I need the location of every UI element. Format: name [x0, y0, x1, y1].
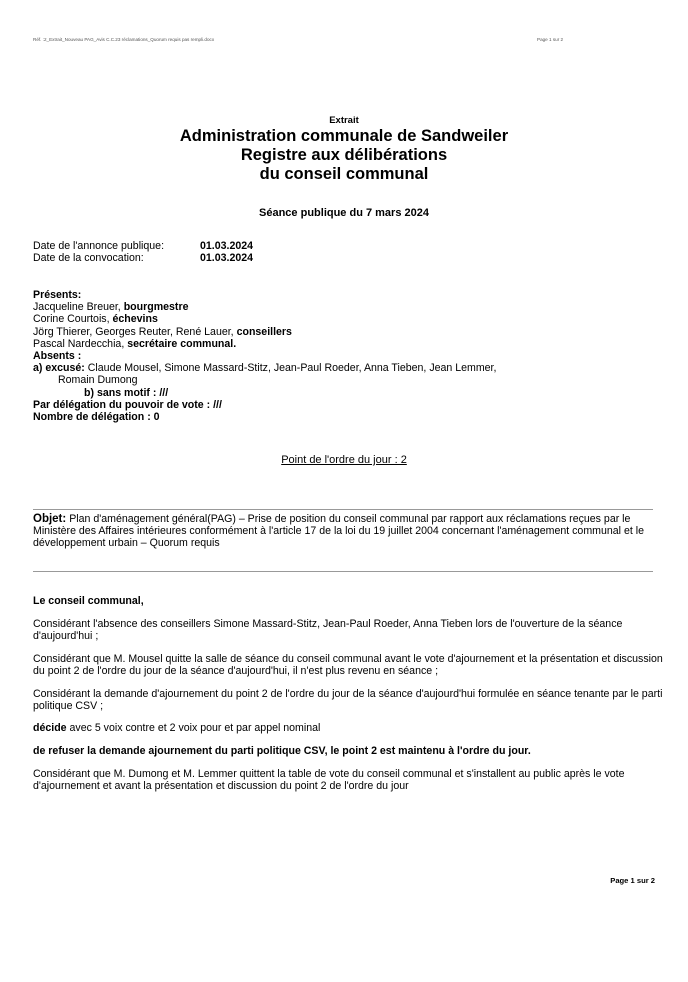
document-title	[0, 127, 688, 184]
excuse-line	[33, 362, 663, 374]
date-annonce-label: Date de l'annonce publique:	[33, 240, 165, 252]
date-convocation-value: 01.03.2024	[200, 252, 254, 265]
presence-line	[33, 326, 663, 338]
excuse-names: Claude Mousel, Simone Massard-Stitz, Jean-Paul Roeder, Anna Tieben, Jean Lemmer,	[87, 362, 497, 375]
presence-names: Jacqueline Breuer,	[33, 301, 121, 314]
nombre-delegation: Nombre de délégation : 0	[33, 411, 160, 424]
presence-line	[33, 301, 663, 313]
excuse-label: a) excusé:	[33, 362, 85, 375]
presence-block	[33, 289, 663, 423]
presence-role: bourgmestre	[123, 301, 189, 314]
delegation-line: Par délégation du pouvoir de vote : ///	[33, 398, 222, 411]
body-paragraph-4: Considérant que M. Dumong et M. Lemmer quittent la table de vote du conseil communal et s'installent au public après le vote d'ajournement et avant la présentation et discussion du point 2 de l'ordre du jour	[33, 767, 625, 793]
refusal-line: de refuser la demande ajournement du parti politique CSV, le point 2 est maintenu à l'ordre du jour.	[33, 745, 531, 758]
divider-bottom	[33, 571, 653, 572]
presence-role: échevins	[112, 313, 158, 326]
body-paragraph-3: Considérant la demande d'ajournement du point 2 de l'ordre du jour de la séance d'aujourd'hui formulée en séance tenante par le parti politique CSV ;	[33, 687, 663, 712]
header-page-number: Page 1 sur 2	[537, 37, 564, 42]
date-convocation-row	[33, 252, 663, 264]
presence-names: Jörg Thierer, Georges Reuter, René Lauer,	[33, 325, 234, 338]
presence-role: conseillers	[236, 325, 292, 338]
title-line-3: du conseil communal	[259, 165, 429, 183]
header-reference: Réf. :2_Extrait_Nouveau PAG_Avis C.C.23 réclamations_Quorum requis pas rempli.docx	[33, 37, 215, 42]
presence-line	[33, 313, 663, 325]
body-paragraph-1: Considérant l'absence des conseillers Simone Massard-Stitz, Jean-Paul Roeder, Anna Tieben lors de l'ouverture de la séance d'aujourd'hui ;	[33, 617, 623, 642]
seance-date: Séance publique du 7 mars 2024	[259, 207, 429, 219]
divider-top	[33, 509, 653, 510]
decide-word: décide	[33, 722, 67, 735]
sans-motif: b) sans motif : ///	[84, 386, 169, 399]
objet-label: Objet:	[33, 513, 67, 525]
decision-line	[33, 722, 663, 734]
decide-rest: avec 5 voix contre et 2 voix pour et par appel nominal	[69, 722, 321, 735]
footer-page-number: Page 1 sur 2	[610, 876, 655, 885]
date-annonce-value: 01.03.2024	[200, 240, 254, 252]
agenda-point-text: Point de l'ordre du jour : 2	[281, 454, 407, 466]
presence-names: Pascal Nardecchia,	[33, 337, 125, 350]
title-line-2: Registre aux délibérations	[240, 146, 448, 164]
dates-block	[33, 240, 663, 264]
body-text	[33, 595, 663, 803]
excuse-names-cont: Romain Dumong	[58, 374, 138, 387]
presents-label: Présents:	[33, 289, 82, 301]
extrait-label: Extrait	[329, 115, 359, 126]
body-paragraph-2: Considérant que M. Mousel quitte la salle de séance du conseil communal avant le vote d'ajournement et la présentation et discussion du point 2 de l'ordre du jour de la séance d'aujourd'hui, il n'est plus revenu en séance ;	[33, 652, 663, 677]
presence-line	[33, 338, 663, 350]
date-convocation-label: Date de la convocation:	[33, 252, 144, 265]
date-annonce-row	[33, 240, 663, 252]
absents-label: Absents :	[33, 350, 82, 363]
agenda-point	[0, 454, 688, 466]
presence-role: secrétaire communal.	[127, 337, 237, 350]
objet-text: Plan d'aménagement général(PAG) – Prise de position du conseil communal par rapport aux réclamations reçues par le Ministère des Affaires intérieures conformément à l'article 17 de la loi du 19 juillet 2004 concernant l'aménagement communal et le développement urbain – Quorum requis	[33, 513, 644, 550]
objet-block	[33, 513, 663, 550]
title-line-1: Administration communale de Sandweiler	[179, 127, 509, 145]
presence-names: Corine Courtois,	[33, 313, 110, 326]
body-intro: Le conseil communal,	[33, 595, 144, 607]
